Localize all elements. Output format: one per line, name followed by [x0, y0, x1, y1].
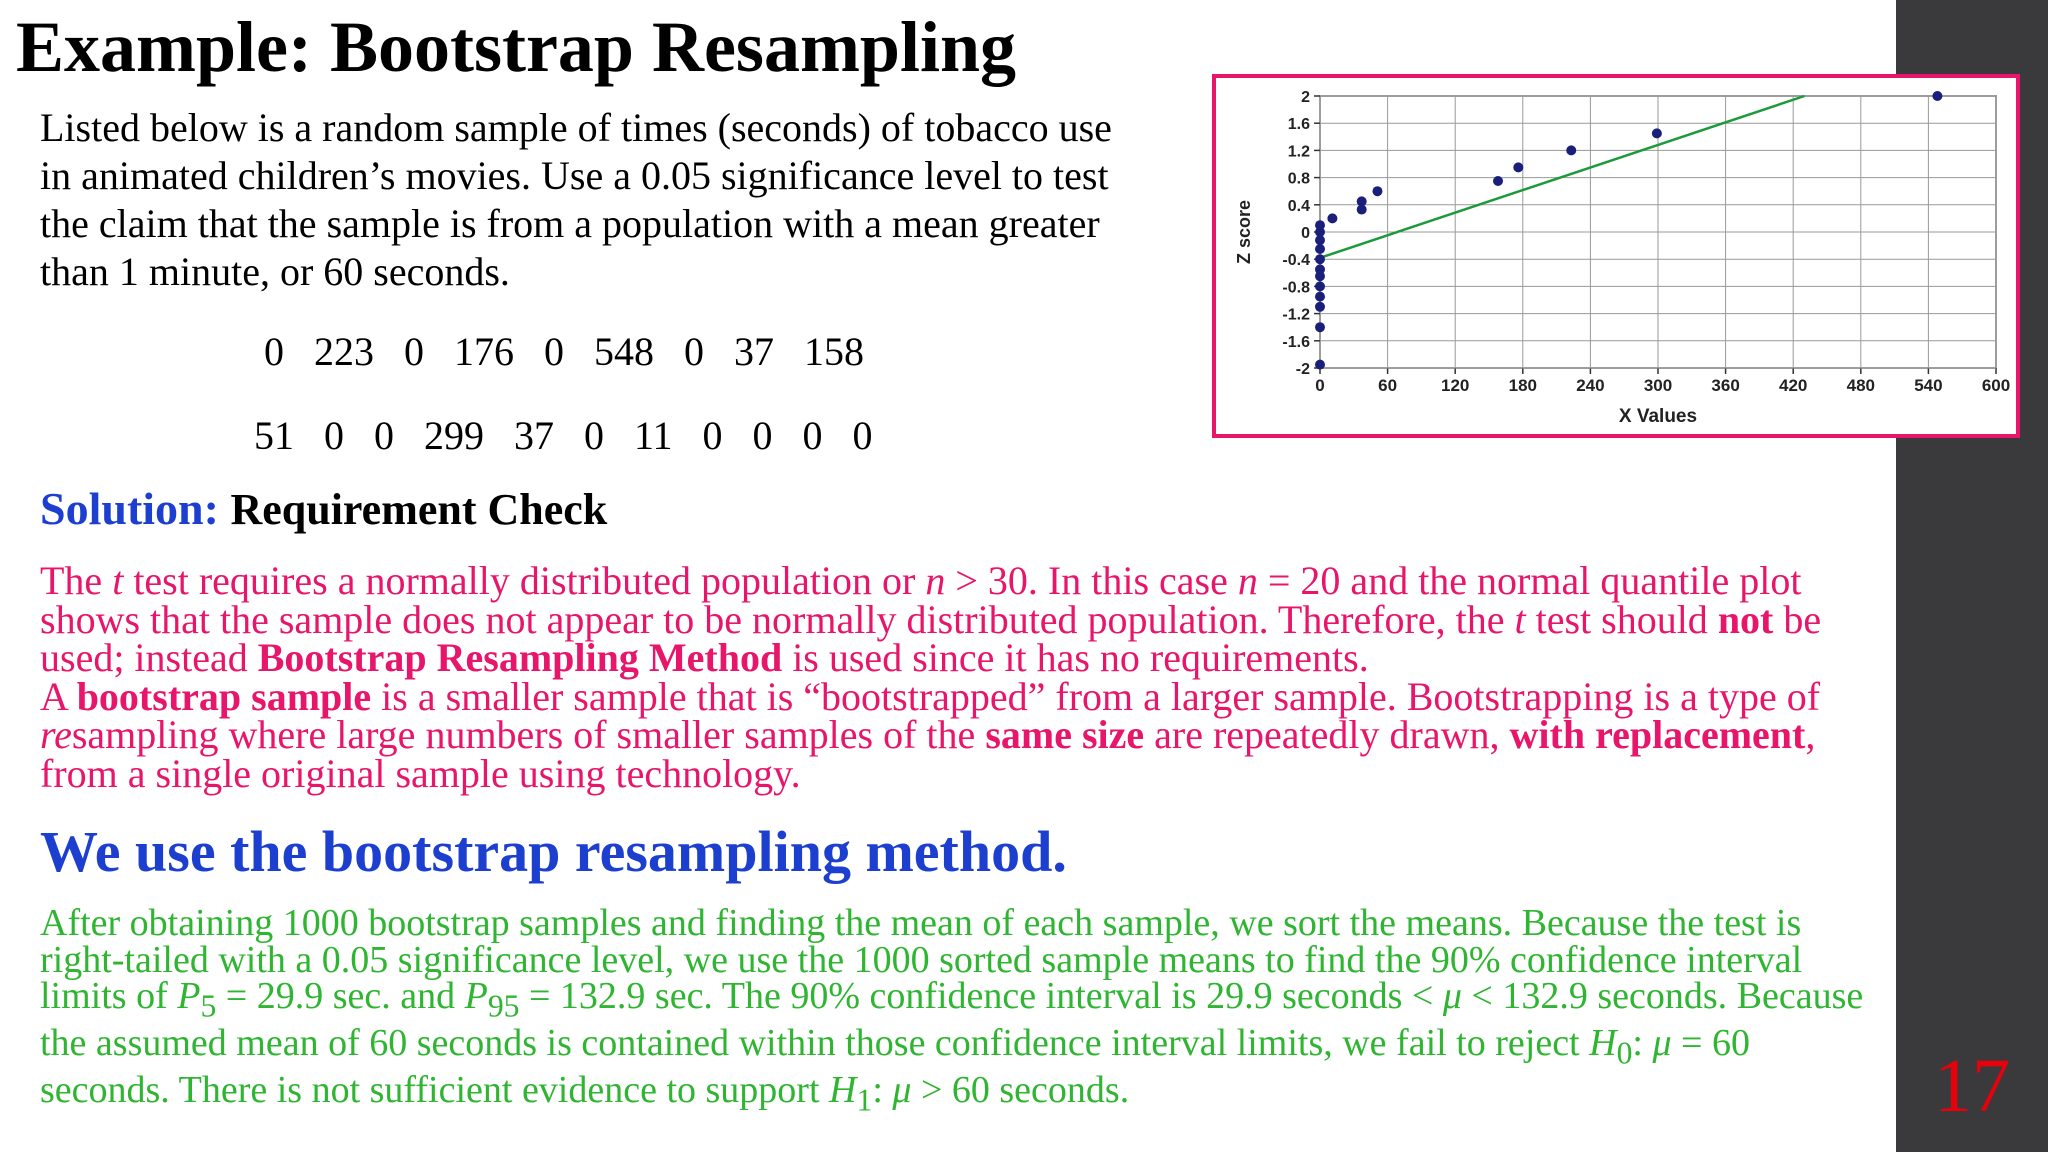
data-value: 548	[594, 329, 654, 374]
data-point	[1315, 254, 1325, 264]
data-point	[1493, 176, 1503, 186]
text-run: test should	[1525, 596, 1718, 642]
text-run: same size	[985, 712, 1145, 757]
data-value: 0	[852, 413, 873, 458]
conclusion-text	[40, 902, 1880, 1119]
text-run: μ	[892, 1069, 912, 1112]
text-run: re	[40, 712, 72, 757]
page-number: 17	[1934, 1044, 2010, 1128]
x-tick-label: 300	[1643, 376, 1673, 395]
text-run: = 132.9 sec. The 90% confidence interval is 29.9 seconds <	[519, 975, 1443, 1017]
text-run: t	[1514, 596, 1526, 642]
text-run: μ	[1442, 975, 1462, 1017]
data-point	[1932, 91, 1942, 101]
data-point	[1315, 322, 1325, 332]
y-tick-label: -2	[1295, 361, 1310, 378]
text-run: = 60 seconds. There is not sufficient evidence to support	[40, 1022, 1750, 1112]
y-tick-label: 0.8	[1287, 170, 1310, 188]
text-run: t	[112, 558, 124, 603]
text-run: = 20 and the normal quantile plot shows that the sample does not appear to be normally distributed population. Therefore, the	[40, 558, 1802, 642]
data-value: 0	[752, 413, 773, 458]
text-run: n	[925, 558, 946, 603]
x-tick-label: 120	[1441, 376, 1470, 395]
text-run: μ	[1652, 1022, 1672, 1065]
text-run: 1	[856, 1082, 873, 1118]
data-value: 0	[702, 413, 723, 458]
text-run: After obtaining 1000 bootstrap samples and finding the mean of each sample, we sort the means. Because the test is right-tailed with a 0.05 significance level, we use the 1000 sorted sample means to find the 90% confidence interval limits of	[40, 902, 1803, 1017]
data-value: 223	[314, 329, 374, 374]
text-run: Bootstrap Resampling Method	[257, 635, 783, 680]
data-value: 0	[802, 413, 823, 458]
text-run: The	[40, 558, 113, 603]
data-value: 0	[264, 329, 284, 374]
data-value: 0	[544, 329, 564, 374]
text-run: n	[1237, 558, 1258, 603]
data-value: 11	[634, 413, 673, 458]
data-value: 0	[584, 413, 604, 458]
data-point	[1315, 281, 1325, 291]
data-row-2	[254, 412, 873, 459]
data-value: 299	[424, 413, 484, 458]
data-point	[1315, 292, 1325, 302]
y-tick-label: 1.6	[1287, 116, 1310, 134]
data-value: 158	[804, 329, 864, 374]
text-run: P	[464, 975, 488, 1017]
data-point	[1513, 162, 1523, 172]
text-run: be used; instead	[40, 596, 1822, 680]
intro-paragraph: Listed below is a random sample of times (seconds) of tobacco use in animated children’s movies. Use a 0.05 significance level to test the claim that the sample is from a population with a mean greater than 1 minute, or 60 seconds.	[40, 105, 1112, 294]
text-run: P	[177, 975, 201, 1017]
data-value: 176	[454, 329, 514, 374]
x-tick-label: 540	[1914, 376, 1943, 395]
y-tick-label: -0.4	[1282, 252, 1310, 270]
x-tick-label: 240	[1576, 376, 1605, 395]
data-value: 51	[254, 413, 294, 458]
data-point	[1372, 186, 1382, 196]
data-value: 0	[684, 329, 704, 374]
text-run: are repeatedly drawn,	[1144, 712, 1510, 757]
text-run: sampling where large numbers of smaller samples of the	[71, 712, 986, 757]
text-run: :	[1632, 1022, 1653, 1065]
text-run: > 60 seconds.	[911, 1069, 1130, 1112]
text-run: = 29.9 sec. and	[216, 975, 465, 1017]
text-run: A	[40, 673, 77, 719]
data-point	[1315, 220, 1325, 230]
data-value: 0	[404, 329, 424, 374]
x-tick-label: 60	[1378, 376, 1398, 395]
text-run: 5	[200, 988, 217, 1024]
data-value: 37	[734, 329, 774, 374]
data-value: 0	[374, 413, 394, 458]
y-tick-label: 0.4	[1287, 197, 1310, 215]
y-axis-label: Z score	[1234, 199, 1254, 265]
x-axis-label: X Values	[1618, 406, 1698, 427]
text-run: :	[872, 1069, 893, 1112]
data-point	[1566, 145, 1576, 155]
data-value: 37	[514, 413, 554, 458]
data-point	[1357, 196, 1367, 206]
x-tick-label: 0	[1315, 376, 1325, 395]
text-run: H	[1589, 1022, 1617, 1065]
text-run: bootstrap sample	[76, 673, 372, 719]
requirement-check-text	[40, 558, 1880, 796]
text-run: > 30. In this case	[945, 558, 1238, 603]
text-run: , from a single original sample using technology.	[40, 712, 1816, 796]
data-point	[1327, 213, 1337, 223]
text-run: test requires a normally distributed population or	[123, 558, 926, 603]
data-point	[1315, 360, 1325, 370]
normal-quantile-plot	[1212, 74, 2020, 438]
text-run: not	[1717, 596, 1774, 642]
method-heading: We use the bootstrap resampling method.	[40, 819, 1067, 884]
y-tick-label: 0	[1301, 225, 1310, 242]
quantile-plot-svg	[1216, 78, 2016, 434]
text-run: 95	[487, 988, 520, 1024]
solution-line	[40, 482, 607, 535]
text-run: is a smaller sample that is “bootstrapped” from a larger sample. Bootstrapping is a type of	[371, 673, 1821, 719]
x-tick-label: 360	[1711, 376, 1740, 395]
text-run: < 132.9 seconds. Because the assumed mean of 60 seconds is contained within those confidence interval limits, we fail to reject	[40, 975, 1864, 1065]
y-tick-label: 1.2	[1287, 143, 1310, 161]
x-tick-label: 180	[1508, 376, 1537, 395]
slide-title: Example: Bootstrap Resampling	[16, 7, 1017, 87]
text-run: 0	[1616, 1035, 1633, 1071]
x-tick-label: 600	[1981, 376, 2011, 395]
solution-label: Solution:	[40, 483, 219, 534]
text-run: H	[829, 1069, 857, 1112]
x-tick-label: 480	[1846, 376, 1875, 395]
solution-heading: Requirement Check	[230, 485, 608, 534]
y-tick-label: -1.2	[1282, 306, 1310, 324]
data-point	[1315, 244, 1325, 254]
data-point	[1315, 264, 1325, 274]
y-tick-label: -0.8	[1282, 279, 1310, 297]
data-point	[1652, 128, 1662, 138]
text-run: is used since it has no requirements.	[782, 635, 1369, 680]
y-tick-label: -1.6	[1282, 333, 1310, 351]
text-run: with replacement	[1509, 712, 1806, 757]
x-tick-label: 420	[1779, 376, 1808, 395]
data-row-1	[264, 328, 864, 375]
data-value: 0	[324, 413, 344, 458]
data-point	[1315, 302, 1325, 312]
y-tick-label: 2	[1301, 89, 1310, 106]
